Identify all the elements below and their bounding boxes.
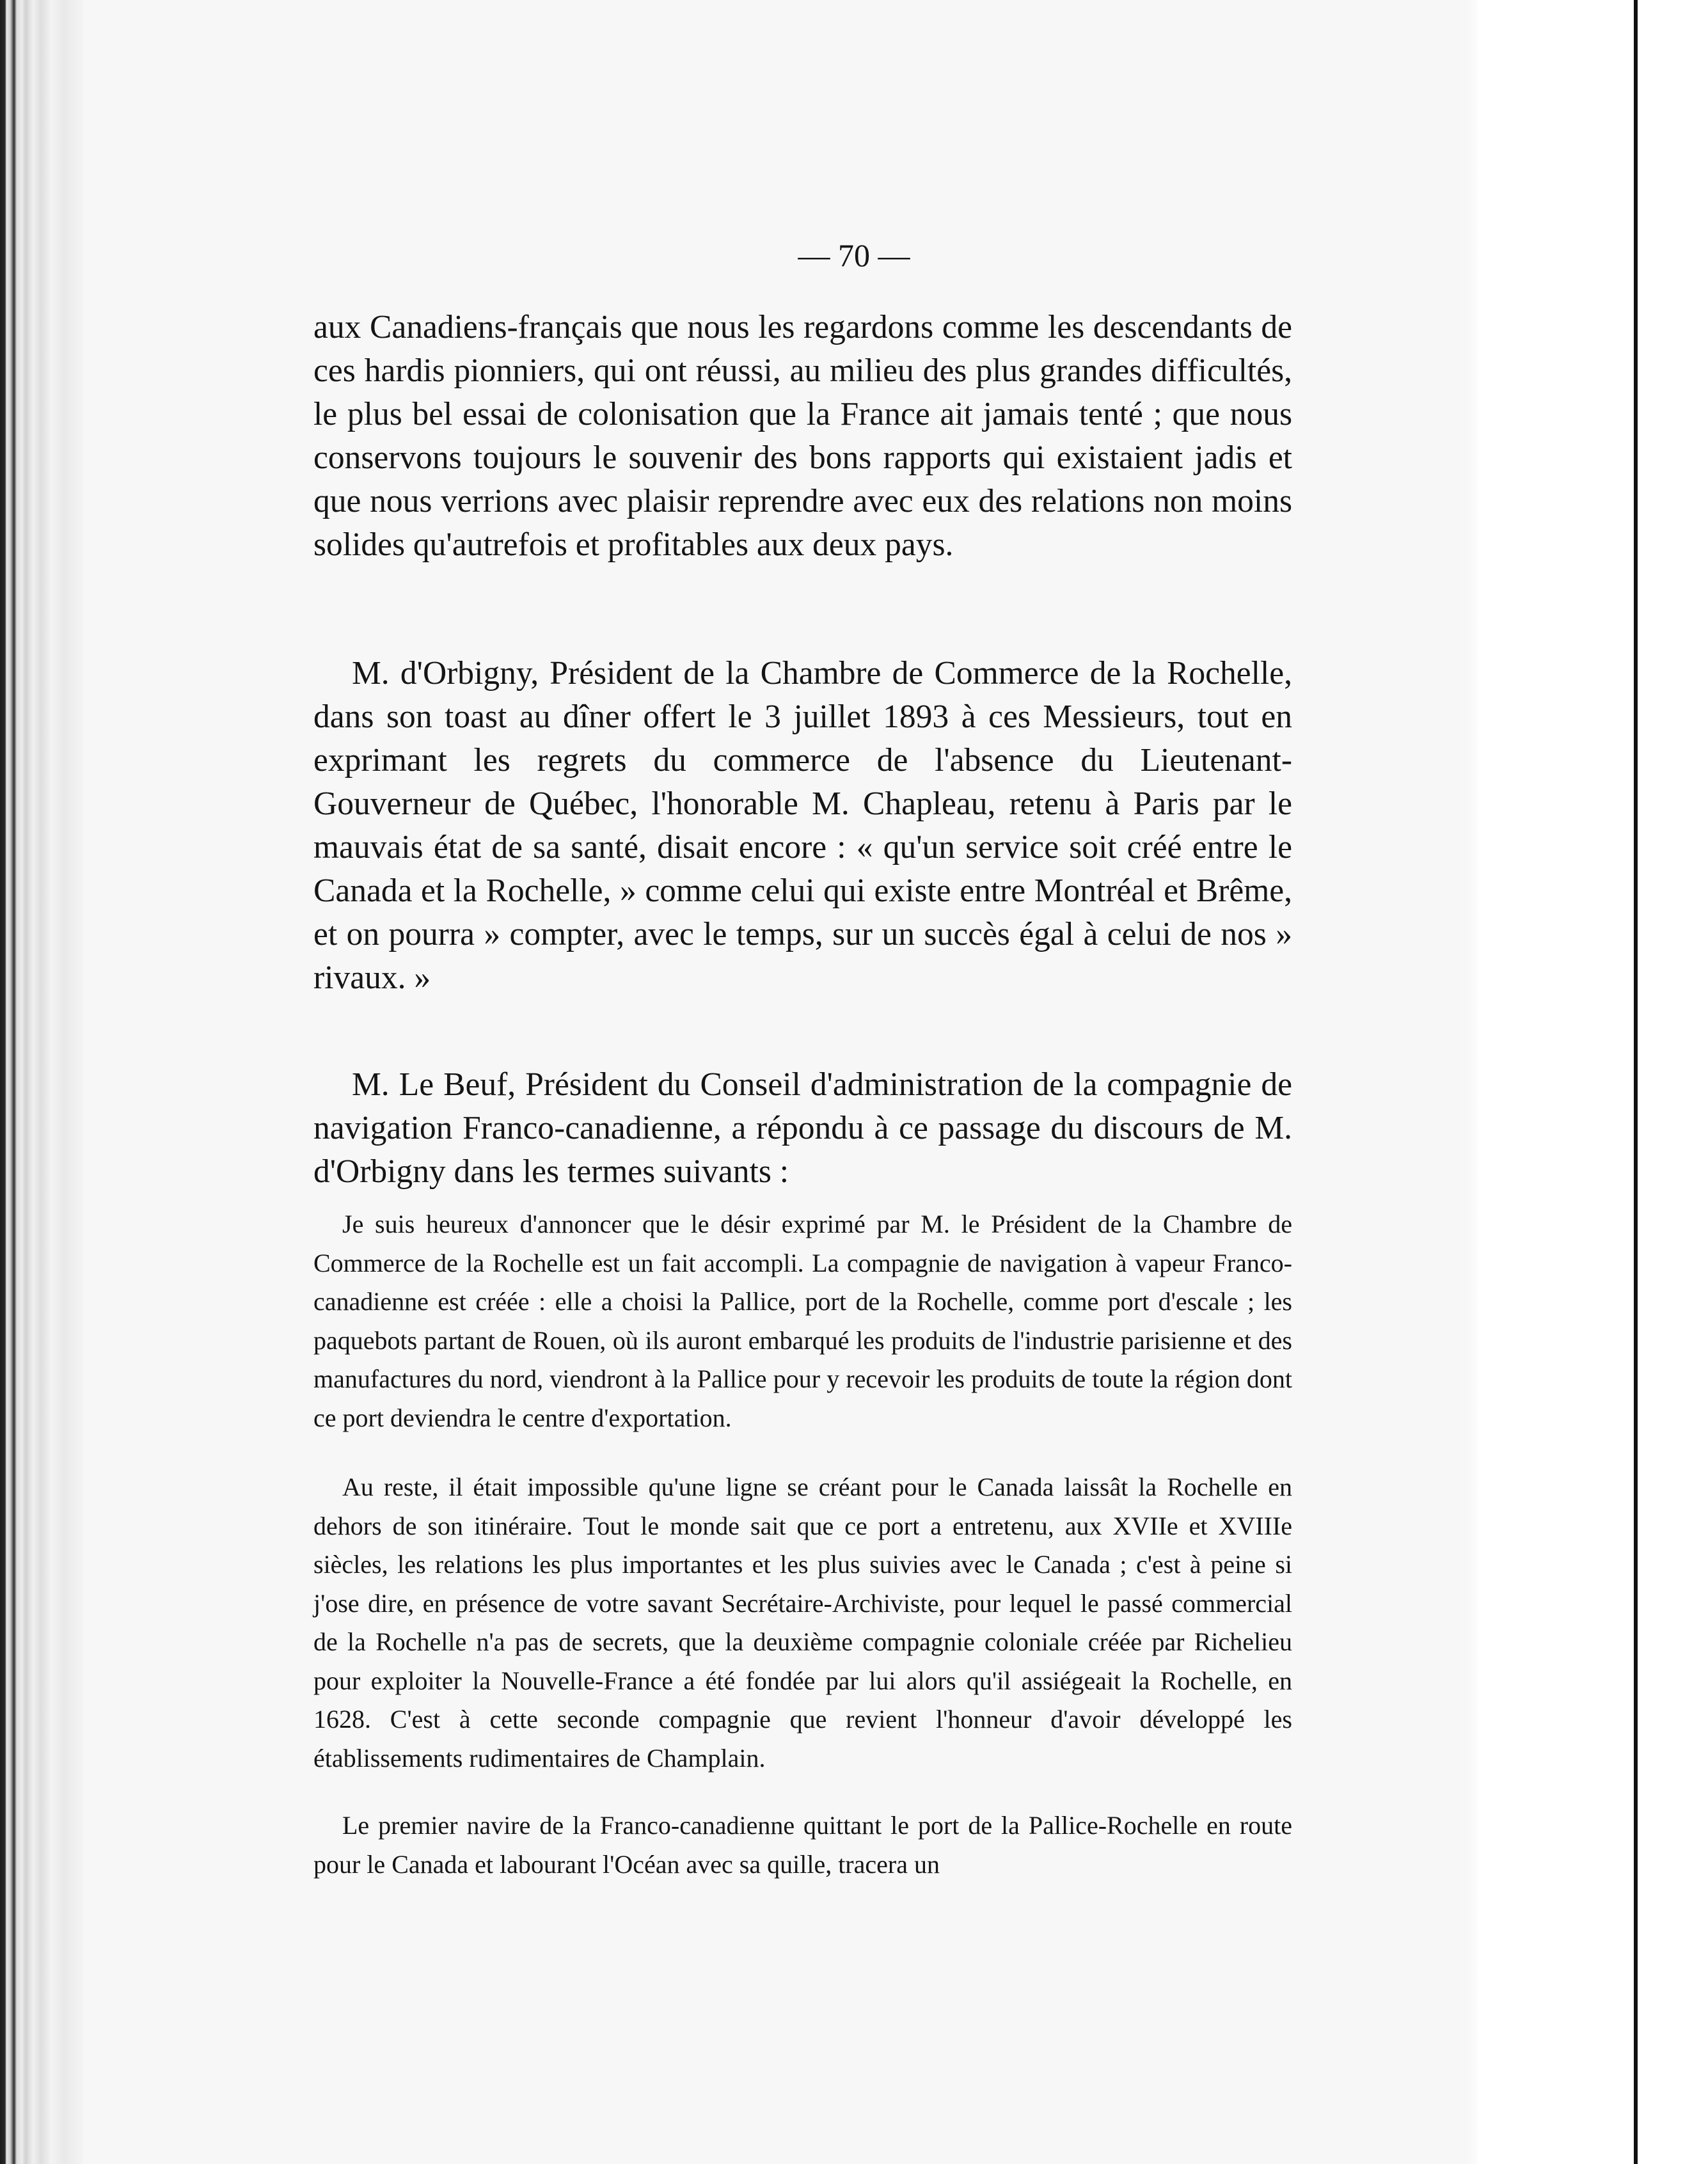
quote-text: Je suis heureux d'annoncer que le désir exprimé par M. le Président de la Chambre de Commerce de la Rochelle est un fait accompli. La compagnie de navigation à vapeur Franco-canadienne est créée : elle a choisi la Pallice, port de la Rochelle, comme port d'escale ; les paquebots partant de Rouen, où ils auront embarqué les produits de l'industrie parisienne et des manufactures du nord, viendront à la Pallice pour y recevoir les produits de toute la région dont ce port deviendra le centre d'exportation.	[313, 1210, 1292, 1432]
book-binding-edge	[0, 0, 83, 2164]
quoted-paragraph	[313, 1806, 1292, 1884]
quote-text: Au reste, il était impossible qu'une ligne se créant pour le Canada laissât la Rochelle en dehors de son itinéraire. Tout le monde sait que ce port a entretenu, aux XVIIe et XVIIIe siècles, les relations les plus importantes et les plus suivies avec le Canada ; c'est à peine si j'ose dire, en présence de votre savant Secrétaire-Archiviste, pour lequel le passé commercial de la Rochelle n'a pas de secrets, que la deuxième compagnie coloniale créée par Richelieu pour exploiter la Nouvelle-France a été fondée par lui alors qu'il assiégeait la Rochelle, en 1628. C'est à cette seconde compagnie que revient l'honneur d'avoir développé les établissements rudimentaires de Champlain.	[313, 1473, 1292, 1773]
scan-frame-line	[1634, 0, 1638, 2164]
body-paragraph	[313, 652, 1292, 1000]
quoted-paragraph	[313, 1205, 1292, 1437]
paragraph-text: M. d'Orbigny, Président de la Chambre de Commerce de la Rochelle, dans son toast au dîner offert le 3 juillet 1893 à ces Messieurs, tout en exprimant les regrets du commerce de l'absence du Lieutenant-Gouverneur de Québec, l'honorable M. Chapleau, retenu à Paris par le mauvais état de sa santé, disait encore : « qu'un service soit créé entre le Canada et la Rochelle, » comme celui qui existe entre Montréal et Brême, et on pourra » compter, avec le temps, sur un succès égal à celui de nos » rivaux. »	[313, 655, 1292, 996]
paragraph-text: aux Canadiens-français que nous les regardons comme les descendants de ces hardis pionniers, qui ont réussi, au milieu des plus grandes difficultés, le plus bel essai de colonisation que la France ait jamais tenté ; que nous conservons toujours le souvenir des bons rapports qui existaient jadis et que nous verrions avec plaisir reprendre avec eux des relations non moins solides qu'autrefois et profitables aux deux pays.	[313, 309, 1292, 563]
page-number: — 70 —	[798, 237, 910, 273]
paragraph-text: M. Le Beuf, Président du Conseil d'administration de la compagnie de navigation Franco-canadienne, a répondu à ce passage du discours de M. d'Orbigny dans les termes suivants :	[313, 1066, 1292, 1190]
quoted-paragraph	[313, 1468, 1292, 1778]
quote-text: Le premier navire de la Franco-canadienne quittant le port de la Pallice-Rochelle en route pour le Canada et labourant l'Océan avec sa quille, tracera un	[313, 1811, 1292, 1879]
body-paragraph	[313, 1063, 1292, 1194]
scan-margin	[1478, 0, 1708, 2164]
body-paragraph	[313, 306, 1292, 567]
